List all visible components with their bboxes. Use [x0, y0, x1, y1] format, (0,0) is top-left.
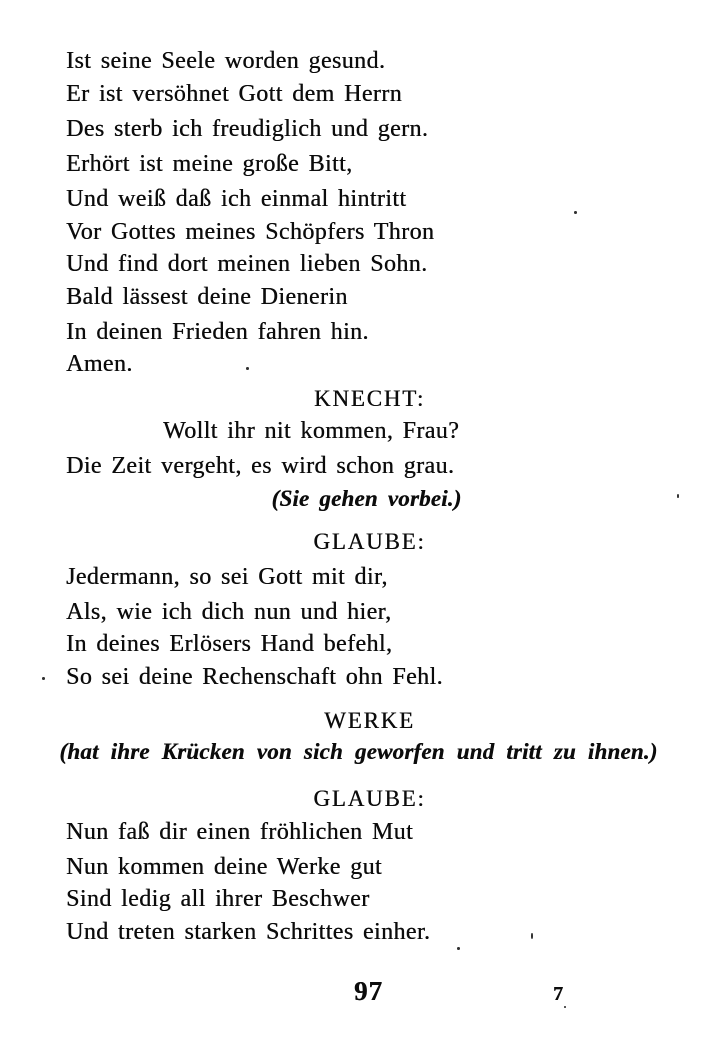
stage-direction: (Sie gehen vorbei.) — [271, 486, 462, 511]
verse-line: Nun kommen deine Werke gut — [66, 854, 382, 880]
verse-line: Jedermann, so sei Gott mit dir, — [66, 564, 388, 590]
scan-artifact-dot — [677, 494, 679, 498]
verse-line: Des sterb ich freudiglich und gern. — [66, 116, 429, 142]
scan-artifact-dot — [564, 1006, 566, 1008]
verse-line: Amen. — [66, 351, 133, 377]
speaker-heading: WERKE — [324, 708, 415, 733]
verse-line: In deines Erlösers Hand befehl, — [66, 631, 393, 657]
scan-artifact-dot — [457, 947, 460, 950]
verse-line: Er ist versöhnet Gott dem Herrn — [66, 81, 402, 107]
verse-line: In deinen Frieden fahren hin. — [66, 319, 369, 345]
verse-line: Ist seine Seele worden gesund. — [66, 48, 386, 74]
verse-line: Und weiß daß ich einmal hintritt — [66, 186, 407, 212]
gathering-mark: 7 — [553, 983, 563, 1005]
speaker-heading: GLAUBE: — [313, 529, 426, 554]
scan-artifact-dot — [531, 933, 533, 939]
verse-line: Und treten starken Schrittes einher. — [66, 919, 431, 945]
verse-line: Und find dort meinen lieben Sohn. — [66, 251, 428, 277]
verse-line: Vor Gottes meines Schöpfers Thron — [66, 219, 435, 245]
scan-artifact-dot — [246, 367, 249, 370]
verse-line: Wollt ihr nit kommen, Frau? — [163, 418, 460, 444]
speaker-heading: KNECHT: — [313, 386, 426, 411]
verse-line: Erhört ist meine große Bitt, — [66, 151, 353, 177]
verse-line: Sind ledig all ihrer Beschwer — [66, 886, 370, 912]
verse-line: Bald lässest deine Dienerin — [66, 284, 348, 310]
verse-line: Nun faß dir einen fröhlichen Mut — [66, 819, 414, 845]
stage-direction: (hat ihre Krücken von sich geworfen und tritt zu ihnen.) — [59, 739, 658, 764]
verse-line: Als, wie ich dich nun und hier, — [66, 599, 392, 625]
scan-artifact-dot — [42, 677, 45, 680]
verse-line: So sei deine Rechenschaft ohn Fehl. — [66, 664, 443, 690]
scan-artifact-dot — [574, 211, 577, 214]
page-number: 97 — [354, 976, 383, 1006]
verse-line: Die Zeit vergeht, es wird schon grau. — [66, 453, 455, 479]
speaker-heading: GLAUBE: — [313, 786, 426, 811]
